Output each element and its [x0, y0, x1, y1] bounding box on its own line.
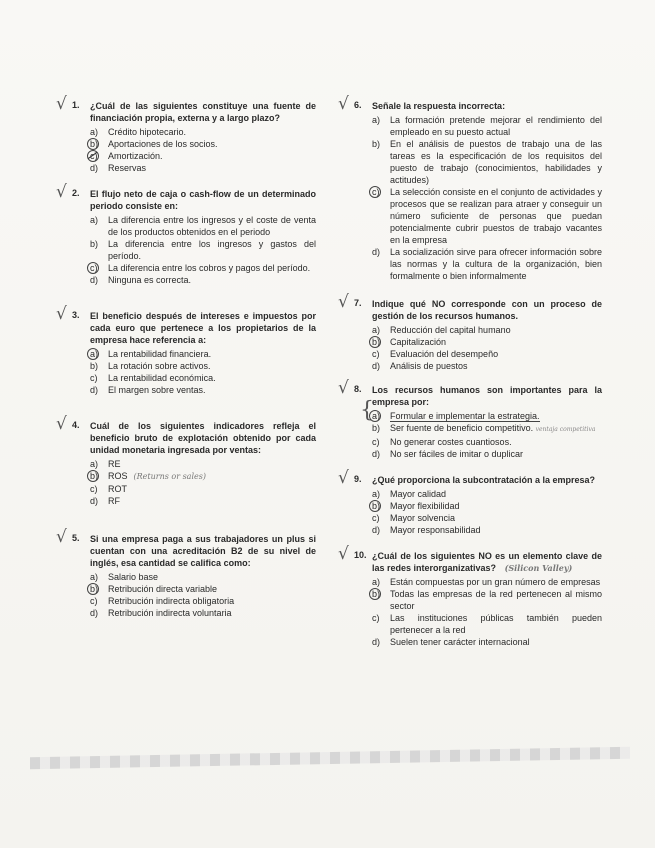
question-5 — [56, 527, 316, 619]
option: d) Suelen tener carácter internacional — [372, 637, 530, 647]
options-list — [372, 576, 602, 648]
option: d) El margen sobre ventas. — [90, 385, 206, 395]
question-1 — [56, 94, 316, 174]
option: a) Salario base — [90, 572, 159, 582]
option-crossed: c) Amortización. — [90, 151, 163, 161]
checkmark-icon: √ — [56, 414, 67, 434]
question-text: El beneficio después de intereses e impuestos por cada euro que pertenece a los propietarios de la empresa hace referencia a: — [90, 311, 316, 345]
checkmark-icon: √ — [56, 527, 67, 547]
question-10 — [338, 544, 602, 648]
question-number: 2. — [72, 188, 80, 198]
question-text: Los recursos humanos son importantes para la empresa por: — [372, 385, 602, 407]
option: d) Ninguna es correcta. — [90, 275, 192, 285]
option: a) Mayor calidad — [372, 489, 447, 499]
question-9 — [338, 468, 602, 536]
option: c) Evaluación del desempeño — [372, 349, 499, 359]
options-list — [372, 488, 602, 536]
option: a) RE — [90, 459, 121, 469]
checkmark-icon: √ — [338, 292, 349, 312]
question-number: 7. — [354, 298, 362, 308]
option: b) En el análisis de puestos de trabajo una de las tareas es la especificación de los requisitos del puesto de trabajo (conocimientos, habilidades y actitudes) — [372, 139, 602, 185]
option-selected: a) Formular e implementar la estrategia. — [372, 411, 540, 421]
handwritten-note: (Returns or sales) — [133, 472, 206, 481]
checkmark-icon: √ — [56, 304, 67, 324]
question-2 — [56, 182, 316, 286]
option: a) Reducción del capital humano — [372, 325, 511, 335]
option: d) No ser fáciles de imitar o duplicar — [372, 449, 524, 459]
handwritten-note: (Silicon Valley) — [504, 563, 573, 573]
question-4 — [56, 414, 316, 507]
checkmark-icon: √ — [56, 94, 67, 114]
checkmark-icon: √ — [338, 468, 349, 488]
options-list — [372, 114, 602, 282]
option: d) RF — [90, 496, 120, 506]
option-selected: b) Mayor flexibilidad — [372, 501, 460, 511]
options-list — [372, 324, 602, 372]
handwritten-note: ventaja competitiva — [535, 426, 596, 433]
options-list — [90, 214, 316, 286]
option: c) Retribución indirecta obligatoria — [90, 596, 235, 606]
option-selected: c) La diferencia entre los cobros y pagos del período. — [90, 263, 311, 273]
option-selected: b) Aportaciones de los socios. — [90, 139, 218, 149]
left-column — [56, 94, 316, 625]
option: c) No generar costes cuantiosos. — [372, 437, 512, 447]
option-selected: b) ROS (Returns or sales) — [90, 471, 206, 481]
option: d) Mayor responsabilidad — [372, 525, 481, 535]
option: b) La rotación sobre activos. — [90, 361, 211, 371]
option: a) Crédito hipotecario. — [90, 127, 187, 137]
question-number: 1. — [72, 100, 80, 110]
question-text: ¿Qué proporciona la subcontratación a la empresa? — [372, 475, 596, 485]
question-8 — [338, 378, 602, 460]
option-selected: b) Todas las empresas de la red pertenecen al mismo sector — [372, 589, 602, 611]
option: d) Reservas — [90, 163, 147, 173]
question-number: 3. — [72, 310, 80, 320]
question-text: Señale la respuesta incorrecta: — [372, 101, 506, 111]
option: c) Las instituciones públicas también pueden pertenecer a la red — [372, 613, 602, 635]
options-list — [90, 348, 316, 396]
options-list — [90, 126, 316, 174]
option-selected: a) La rentabilidad financiera. — [90, 349, 212, 359]
brace-mark-icon: { — [360, 398, 374, 423]
question-number: 8. — [354, 384, 362, 394]
question-7 — [338, 292, 602, 372]
option: b) Ser fuente de beneficio competitivo. ventaja competitiva — [372, 423, 596, 433]
question-number: 4. — [72, 420, 80, 430]
options-list — [90, 458, 316, 507]
question-text: El flujo neto de caja o cash-flow de un determinado periodo consiste en: — [90, 189, 316, 211]
question-3 — [56, 304, 316, 396]
checkmark-icon: √ — [338, 94, 349, 114]
options-list — [372, 410, 602, 460]
right-column — [338, 94, 602, 654]
question-text: Cuál de los siguientes indicadores refleja el beneficio bruto de explotación obtenido por cada unidad monetaria ingresada por ventas: — [90, 421, 316, 455]
option: c) ROT — [90, 484, 127, 494]
question-text: Indique qué NO corresponde con un proceso de gestión de los recursos humanos. — [372, 299, 602, 321]
checkmark-icon: √ — [338, 378, 349, 398]
option: a) La diferencia entre los ingresos y el coste de venta de los productos obtenidos en el periodo — [90, 215, 316, 237]
checkmark-icon: √ — [338, 544, 349, 564]
question-number: 10. — [354, 550, 367, 560]
question-number: 5. — [72, 533, 80, 543]
option: a) Están compuestas por un gran número de empresas — [372, 577, 601, 587]
options-list — [90, 571, 316, 619]
option: d) Análisis de puestos — [372, 361, 468, 371]
question-6 — [338, 94, 602, 282]
option: a) La formación pretende mejorar el rendimiento del empleado en su puesto actual — [372, 115, 602, 137]
checkmark-icon: √ — [56, 182, 67, 202]
spiral-binding-edge — [30, 747, 630, 769]
question-text: ¿Cuál de los siguientes NO es un elemento clave de las redes interorganizativas? (Silicon Valley) — [372, 551, 602, 573]
option: d) La socialización sirve para ofrecer información sobre las normas y la cultura de la organización, bien formalmente o bien informalmente — [372, 247, 602, 281]
option-selected: c) La selección consiste en el conjunto de actividades y procesos que se realizan para atraer y conseguir un número suficiente de personas que puedan potencialmente cubrir puestos de trabajo vacantes en la empresa — [372, 187, 602, 245]
option: b) La diferencia entre los ingresos y gastos del período. — [90, 239, 316, 261]
question-number: 6. — [354, 100, 362, 110]
option: c) Mayor solvencia — [372, 513, 456, 523]
option-selected: b) Retribución directa variable — [90, 584, 218, 594]
question-text: ¿Cuál de las siguientes constituye una fuente de financiación propia, externa y a largo plazo? — [90, 101, 316, 123]
question-number: 9. — [354, 474, 362, 484]
option: c) La rentabilidad económica. — [90, 373, 216, 383]
question-text: Si una empresa paga a sus trabajadores un plus si cuentan con una acreditación B2 de su nivel de inglés, esa cantidad se califica como: — [90, 534, 316, 568]
option-selected: b) Capitalización — [372, 337, 447, 347]
option: d) Retribución indirecta voluntaria — [90, 608, 232, 618]
